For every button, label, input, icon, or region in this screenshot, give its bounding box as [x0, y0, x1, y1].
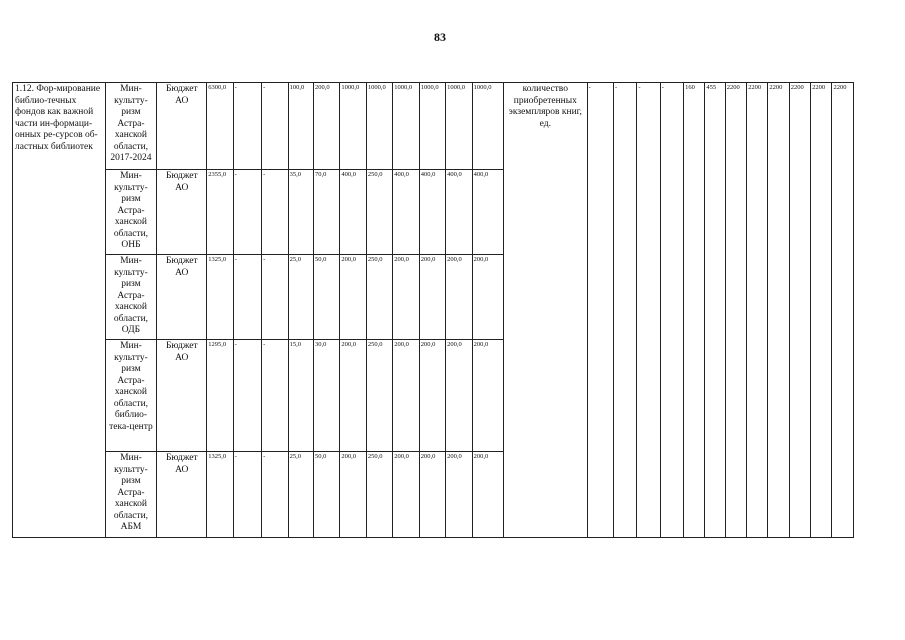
executor-cell: Мин-культту-ризм Астра-ханской области, АБМ: [105, 452, 157, 538]
funding-value-cell: -: [233, 255, 261, 340]
funding-value-cell: 400,0: [340, 170, 366, 255]
funding-value-cell: 200,0: [419, 255, 445, 340]
funding-value-cell: 2355,0: [207, 170, 233, 255]
page-number: 83: [434, 30, 446, 44]
funding-value-cell: 1325,0: [207, 255, 233, 340]
funding-value-cell: 250,0: [366, 255, 392, 340]
funding-value-cell: 50,0: [313, 452, 339, 538]
funding-value-cell: 200,0: [393, 255, 419, 340]
funding-value-cell: 1000,0: [472, 83, 504, 170]
indicator-value-cell: 2200: [725, 83, 746, 538]
funding-value-cell: -: [262, 340, 288, 452]
funding-value-cell: 25,0: [288, 452, 313, 538]
funding-value-cell: 200,0: [419, 452, 445, 538]
funding-value-cell: 35,0: [288, 170, 313, 255]
activity-cell: 1.12. Фор-мирование библио-течных фондов как важной части ин-формаци-онных ре-сурсов об-ластных библиотек: [13, 83, 106, 538]
indicator-value-cell: 2200: [747, 83, 768, 538]
funding-value-cell: 400,0: [472, 170, 504, 255]
funding-value-cell: 6300,0: [207, 83, 233, 170]
funding-value-cell: 1325,0: [207, 452, 233, 538]
funding-value-cell: -: [262, 255, 288, 340]
funding-value-cell: -: [233, 83, 261, 170]
funding-value-cell: 15,0: [288, 340, 313, 452]
funding-value-cell: -: [233, 340, 261, 452]
funding-value-cell: -: [262, 170, 288, 255]
funding-value-cell: -: [233, 452, 261, 538]
indicator-value-cell: 455: [705, 83, 725, 538]
indicator-value-cell: 2200: [832, 83, 854, 538]
funding-value-cell: 200,0: [419, 340, 445, 452]
funding-value-cell: 30,0: [313, 340, 339, 452]
executor-cell: Мин-культту-ризм Астра-ханской области, библио-тека-центр: [105, 340, 157, 452]
funding-value-cell: 200,0: [393, 340, 419, 452]
funding-source-cell: Бюджет АО: [157, 452, 207, 538]
indicator-value-cell: 2200: [768, 83, 789, 538]
funding-value-cell: 25,0: [288, 255, 313, 340]
indicator-value-cell: 2200: [789, 83, 810, 538]
funding-value-cell: 100,0: [288, 83, 313, 170]
funding-value-cell: -: [262, 83, 288, 170]
funding-value-cell: -: [233, 170, 261, 255]
funding-source-cell: Бюджет АО: [157, 340, 207, 452]
indicator-value-cell: -: [613, 83, 636, 538]
indicator-value-cell: 160: [684, 83, 705, 538]
funding-value-cell: 1000,0: [446, 83, 472, 170]
table-row: [13, 83, 854, 170]
funding-value-cell: 200,0: [472, 452, 504, 538]
funding-value-cell: 1000,0: [340, 83, 366, 170]
funding-value-cell: 400,0: [446, 170, 472, 255]
funding-value-cell: 70,0: [313, 170, 339, 255]
funding-source-cell: Бюджет АО: [157, 170, 207, 255]
funding-value-cell: 200,0: [472, 255, 504, 340]
funding-value-cell: 1000,0: [393, 83, 419, 170]
executor-cell: Мин-культту-ризм Астра-ханской области, ОНБ: [105, 170, 157, 255]
indicator-value-cell: 2200: [811, 83, 832, 538]
funding-value-cell: 200,0: [340, 255, 366, 340]
funding-value-cell: 250,0: [366, 452, 392, 538]
funding-value-cell: 1000,0: [419, 83, 445, 170]
funding-value-cell: 200,0: [446, 255, 472, 340]
funding-value-cell: 200,0: [340, 452, 366, 538]
indicator-value-cell: -: [660, 83, 683, 538]
funding-value-cell: 200,0: [472, 340, 504, 452]
funding-value-cell: -: [262, 452, 288, 538]
funding-value-cell: 400,0: [393, 170, 419, 255]
indicator-value-cell: -: [637, 83, 660, 538]
funding-source-cell: Бюджет АО: [157, 83, 207, 170]
funding-value-cell: 250,0: [366, 170, 392, 255]
program-table: [12, 82, 854, 538]
funding-value-cell: 400,0: [419, 170, 445, 255]
funding-value-cell: 250,0: [366, 340, 392, 452]
funding-value-cell: 200,0: [446, 452, 472, 538]
funding-source-cell: Бюджет АО: [157, 255, 207, 340]
funding-value-cell: 200,0: [393, 452, 419, 538]
funding-value-cell: 200,0: [313, 83, 339, 170]
funding-value-cell: 1000,0: [366, 83, 392, 170]
funding-value-cell: 200,0: [340, 340, 366, 452]
indicator-name-cell: количество приобретенных экземпляров книг, ед.: [504, 83, 587, 538]
funding-value-cell: 50,0: [313, 255, 339, 340]
executor-cell: Мин-культту-ризм Астра-ханской области, ОДБ: [105, 255, 157, 340]
executor-cell: Мин-культту-ризм Астра-ханской области, 2017-2024: [105, 83, 157, 170]
funding-value-cell: 200,0: [446, 340, 472, 452]
indicator-value-cell: -: [587, 83, 613, 538]
funding-value-cell: 1295,0: [207, 340, 233, 452]
